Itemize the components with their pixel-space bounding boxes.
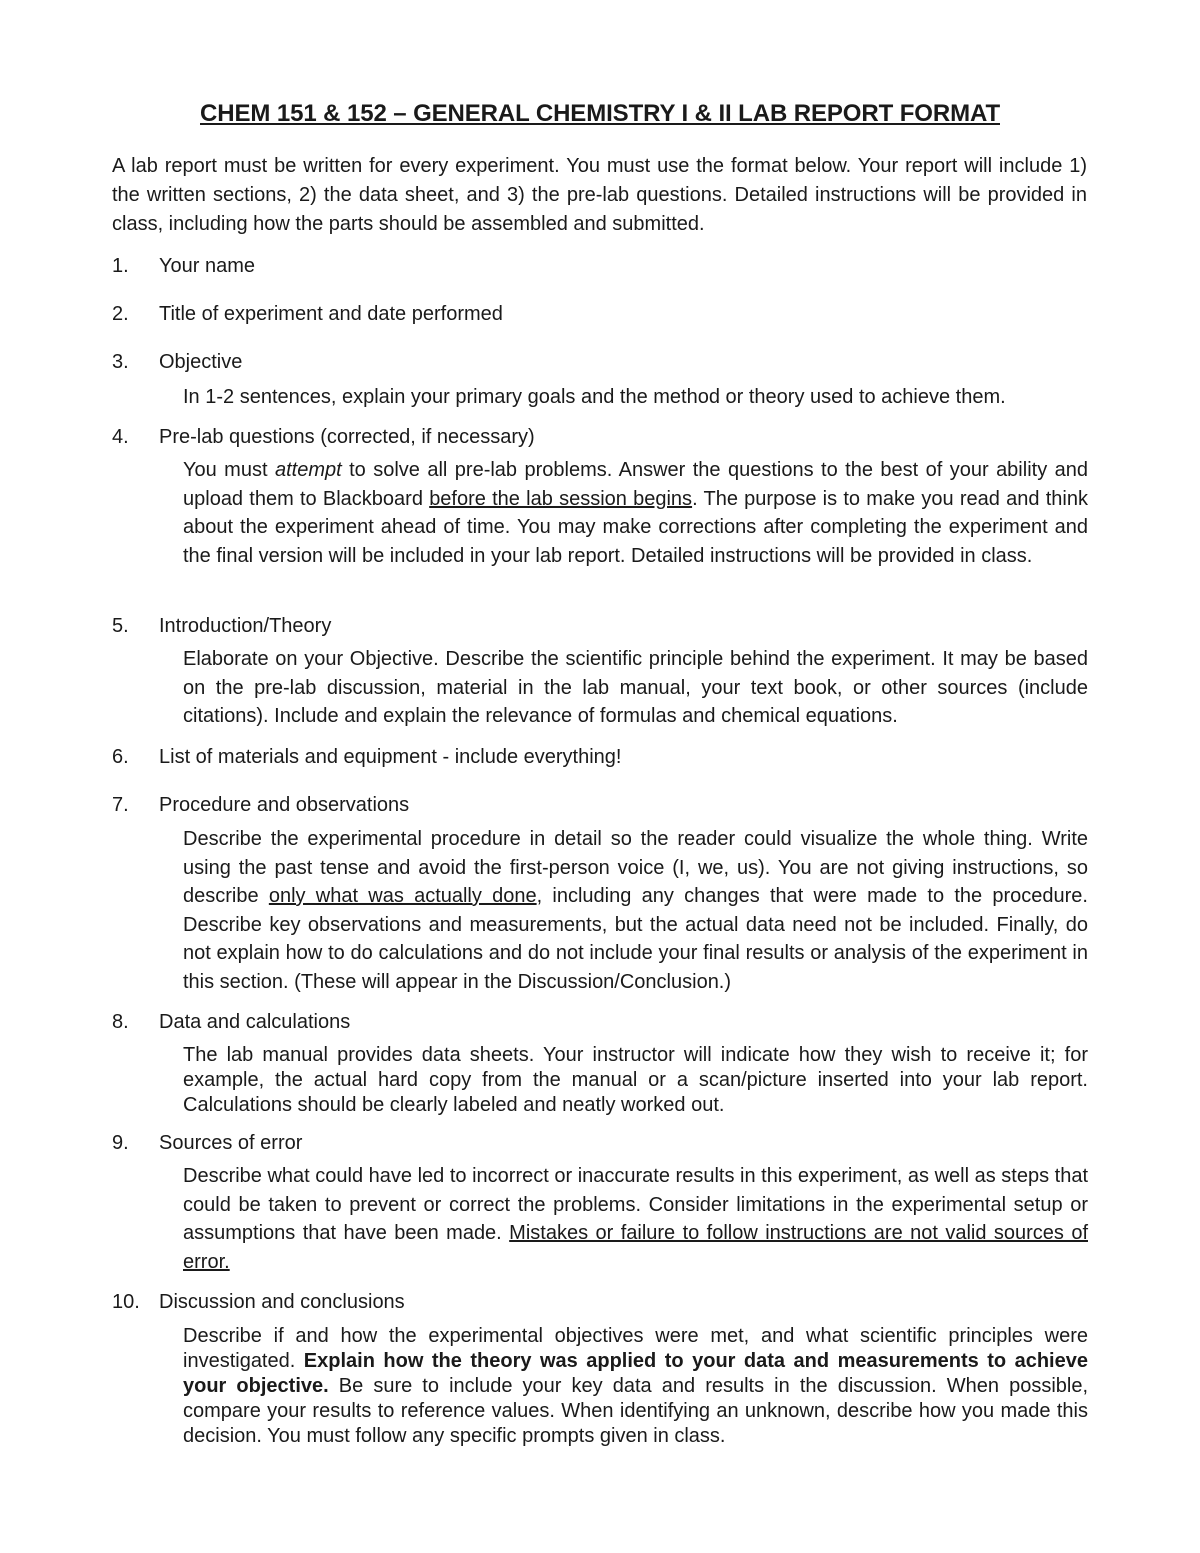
item-heading: Your name	[159, 255, 255, 277]
item-body: In 1-2 sentences, explain your primary goals and the method or theory used to achieve them.	[183, 386, 1006, 408]
item-body: Describe if and how the experimental objectives were met, and what scientific principles were investigated. Explain how the theory was applied to your data and measurements to achieve your objective. Be sure to include your key data and results in the discussion. When possible, compare your results to reference values. When identifying an unknown, describe how you made this decision. You must follow any specific prompts given in class.	[183, 1325, 1089, 1447]
bold-emphasis: Explain how the theory was applied to your data and measurements to achieve your objective.	[183, 1350, 1088, 1397]
document-title: CHEM 151 & 152 – GENERAL CHEMISTRY I & II LAB REPORT FORMAT	[200, 100, 1000, 127]
item-number: 10.	[112, 1291, 140, 1313]
underline-not-valid: Mistakes or failure to follow instructions are not valid sources of error.	[183, 1222, 1088, 1273]
item-number: 1.	[112, 255, 129, 277]
item-body: You must attempt to solve all pre-lab problems. Answer the questions to the best of your ability and upload them to Blackboard before the lab session begins. The purpose is to make you read and think about the experiment ahead of time. You may make corrections after completing the experiment and the final version will be included in your lab report. Detailed instructions will be provided in class.	[183, 459, 1088, 567]
item-heading: Sources of error	[159, 1132, 303, 1154]
item-body: Describe what could have led to incorrect or inaccurate results in this experiment, as well as steps that could be taken to prevent or correct the problems. Consider limitations in the experimental setup or assumptions that have been made. Mistakes or failure to follow instructions are not valid sources of error.	[183, 1165, 1088, 1273]
item-number: 8.	[112, 1011, 129, 1033]
item-number: 3.	[112, 351, 129, 373]
item-heading: Title of experiment and date performed	[159, 303, 503, 325]
underline-deadline: before the lab session begins	[429, 487, 693, 510]
item-heading: Introduction/Theory	[159, 615, 332, 637]
item-body: Describe the experimental procedure in detail so the reader could visualize the whole thing. Write using the past tense and avoid the first-person voice (I, we, us). You are not giving instructions, so describe only what was actually done, including any changes that were made to the procedure. Describe key observations and measurements, but the actual data need not be included. Finally, do not explain how to do calculations and do not include your final results or analysis of the experiment in this section. (These will appear in the Discussion/Conclusion.)	[183, 828, 1088, 993]
item-number: 2.	[112, 303, 129, 325]
item-number: 7.	[112, 794, 129, 816]
item-heading: Pre-lab questions (corrected, if necessary)	[159, 426, 535, 448]
item-number: 5.	[112, 615, 129, 637]
intro-paragraph: A lab report must be written for every experiment. You must use the format below. Your report will include 1) the written sections, 2) the data sheet, and 3) the pre-lab questions. Detailed instructions will be provided in class, including how the parts should be assembled and submitted.	[112, 155, 1087, 235]
item-heading: Data and calculations	[159, 1011, 351, 1033]
underline-actually-done: only what was actually done	[268, 885, 537, 907]
item-heading: Objective	[159, 351, 243, 373]
item-heading: Discussion and conclusions	[159, 1291, 405, 1313]
item-number: 4.	[112, 426, 129, 448]
item-body: Elaborate on your Objective. Describe the scientific principle behind the experiment. It may be based on the pre-lab discussion, material in the lab manual, your text book, or other sources (include citations). Include and explain the relevance of formulas and chemical equations.	[183, 648, 1088, 727]
item-heading: Procedure and observations	[159, 794, 410, 816]
emphasis-attempt: attempt	[274, 459, 342, 481]
item-heading: List of materials and equipment - include everything!	[159, 746, 622, 768]
item-number: 6.	[112, 746, 129, 768]
item-number: 9.	[112, 1132, 129, 1154]
item-body: The lab manual provides data sheets. Your instructor will indicate how they wish to receive it; for example, the actual hard copy from the manual or a scan/picture inserted into your lab report. Calculations should be clearly labeled and neatly worked out.	[183, 1044, 1088, 1116]
